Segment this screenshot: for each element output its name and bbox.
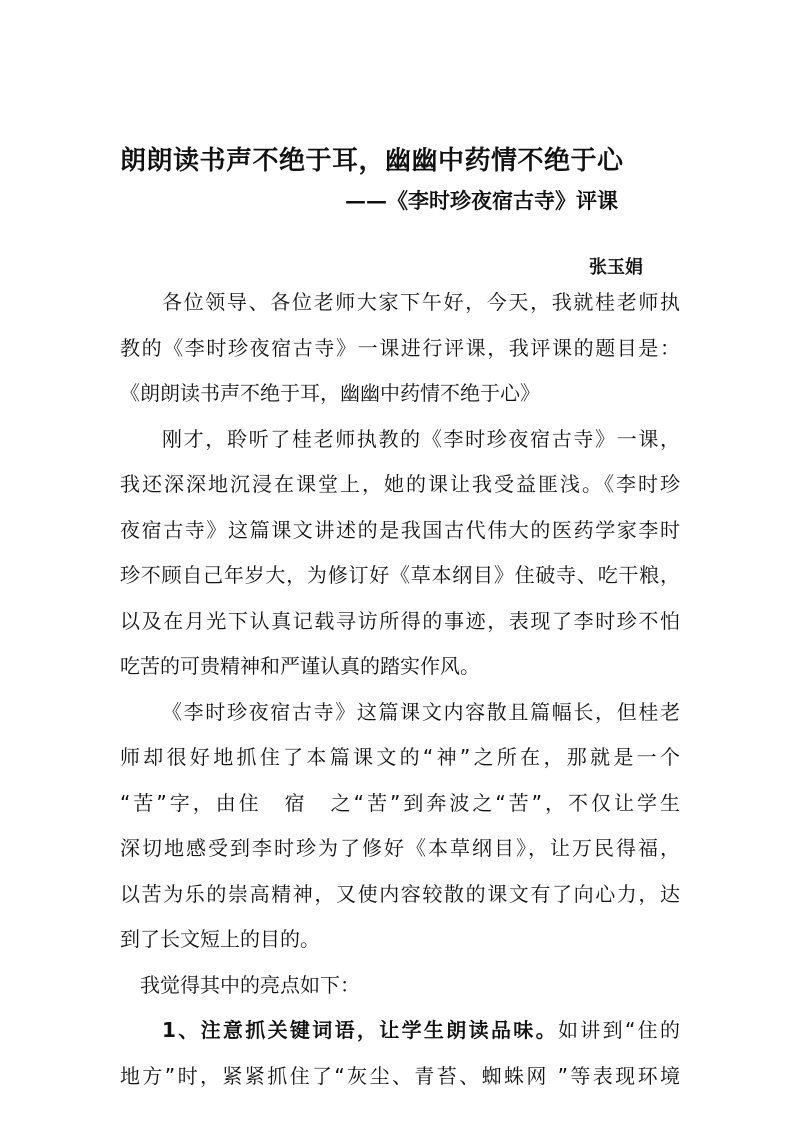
- paragraph-highlights-intro: [120, 963, 680, 1009]
- paragraph-line: 以及在月光下认真记载寻访所得的事迹，表现了李时珍不怕: [120, 608, 680, 633]
- paragraph-line: 珍不顾自己年岁大，为修订好《草本纲目》住破寺、吃干粮，: [120, 563, 680, 587]
- document-subtitle: ——《李时珍夜宿古寺》评课: [345, 188, 618, 213]
- author-name: 张玉娟: [589, 257, 643, 278]
- point-text: 如讲到“住的: [557, 1018, 680, 1042]
- paragraph-line: 刚才，聆听了桂老师执教的《李时珍夜宿古寺》一课，: [162, 426, 680, 451]
- paragraph-line: 夜宿古寺》这篇课文讲述的是我国古代伟大的医药学家李时: [120, 517, 680, 542]
- paragraph-line: 地方”时，紧紧抓住了“灰尘、青苔、蜘蛛网 ”等表现环境: [120, 1063, 680, 1088]
- paragraph-line: 师却很好地抓住了本篇课文的“神”之所在，那就是一个: [120, 745, 680, 769]
- paragraph-listening: [120, 417, 680, 690]
- document-body: [120, 280, 680, 1099]
- paragraph-analysis: [120, 690, 680, 963]
- paragraph-line: 《李时珍夜宿古寺》这篇课文内容散且篇幅长，但桂老: [162, 699, 680, 724]
- paragraph-line: “苦”字，由住 宿 之“苦”到奔波之“苦”，不仅让学生: [120, 790, 680, 815]
- paragraph-line: 我觉得其中的亮点如下：: [140, 972, 360, 997]
- paragraph-line: 深切地感受到李时珍为了修好《本草纲目》，让万民得福，: [120, 836, 680, 860]
- paragraph-opening: [120, 280, 680, 417]
- paragraph-line: 各位领导、各位老师大家下午好，今天，我就桂老师执: [162, 290, 680, 314]
- paragraph-line: 以苦为乐的崇高精神，又使内容较散的课文有了向心力，达: [120, 881, 680, 906]
- paragraph-line: 《朗朗读书声不绝于耳，幽幽中药情不绝于心》: [120, 381, 540, 405]
- point-heading: 1、注意抓关键词语，让学生朗读品味。: [162, 1018, 558, 1042]
- paragraph-line: 吃苦的可贵精神和严谨认真的踏实作风。: [120, 654, 480, 678]
- paragraph-line: [120, 1008, 680, 1054]
- paragraph-line: 我还深深地沉浸在课堂上，她的课让我受益匪浅。《李时珍: [120, 472, 680, 496]
- document-title: 朗朗读书声不绝于耳，幽幽中药情不绝于心: [120, 146, 624, 176]
- paragraph-line: 教的《李时珍夜宿古寺》一课进行评课，我评课的题目是：: [120, 335, 680, 360]
- paragraph-point-1: [120, 1008, 680, 1099]
- paragraph-line: 到了长文短上的目的。: [120, 927, 320, 951]
